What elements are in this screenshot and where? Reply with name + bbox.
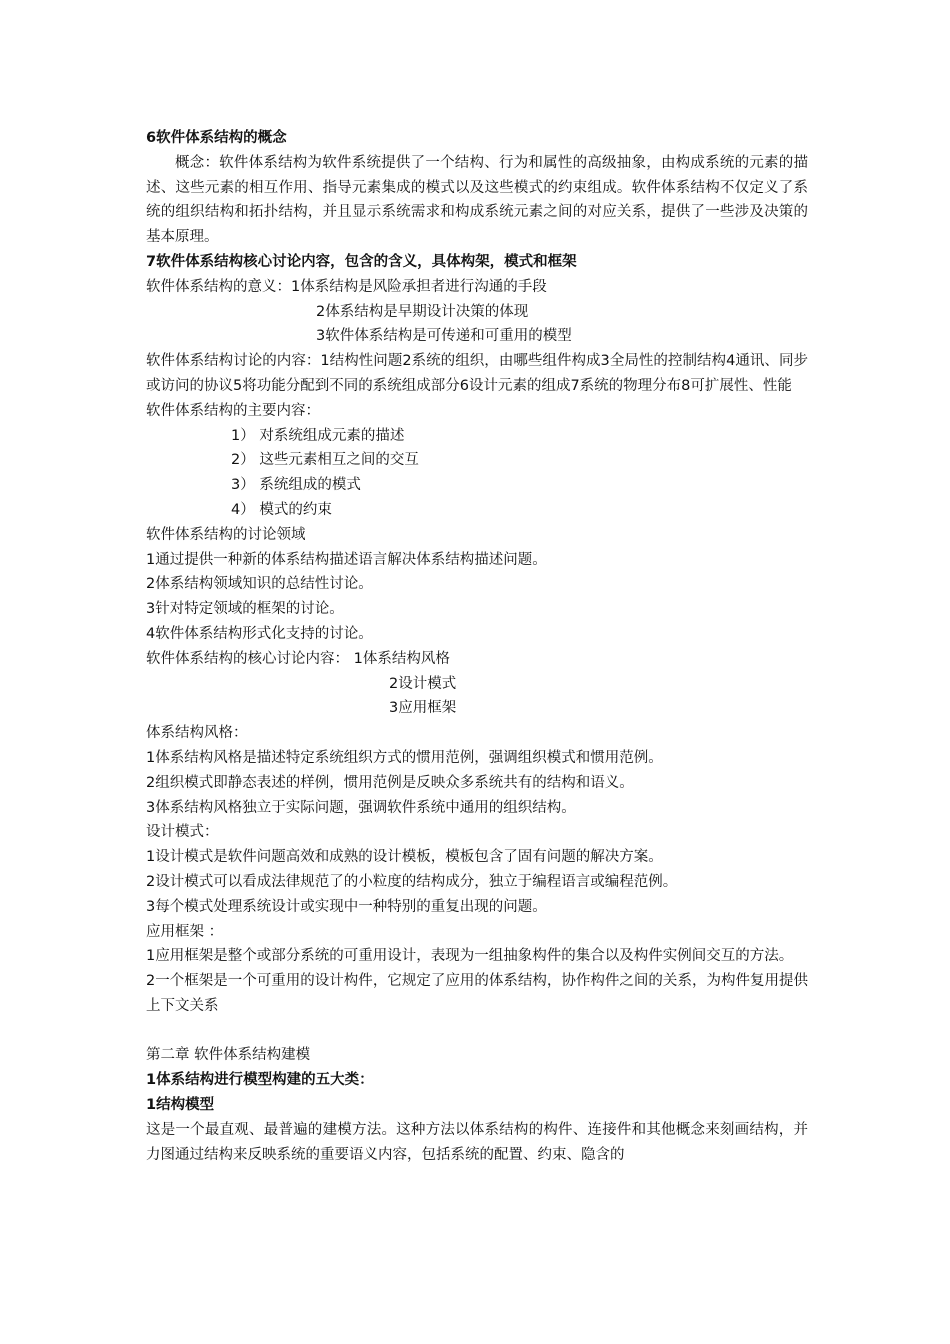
chapter-2-title: 第二章 软件体系结构建模 [146,1047,311,1064]
style-item: 3体系结构风格独立于实际问题，强调软件系统中通用的组织结构。 [146,799,576,816]
style-item: 1体系结构风格是描述特定系统组织方式的惯用范例，强调组织模式和惯用范例。 [146,749,663,766]
document-page [146,126,808,1167]
main-content-item: 2） 这些元素相互之间的交互 [231,452,419,469]
pattern-heading: 设计模式： [146,824,219,841]
style-item: 2组织模式即静态表述的样例，惯用范例是反映众多系统共有的结构和语义。 [146,774,634,791]
main-content-item: 3） 系统组成的模式 [231,477,361,494]
meaning-line-3: 3软件体系结构是可传递和可重用的模型 [316,328,572,345]
main-content-heading: 软件体系结构的主要内容： [146,402,320,419]
main-content-item: 4） 模式的约束 [231,501,332,518]
discussion-domain-item: 4软件体系结构形式化支持的讨论。 [146,625,373,642]
framework-item: 2一个框架是一个可重用的设计构件，它规定了应用的体系结构，协作构件之间的关系，为构件复用提供上下文关系 [146,973,808,1014]
pattern-item: 3每个模式处理系统设计或实现中一种特别的重复出现的问题。 [146,898,547,915]
structure-model-heading: 1结构模型 [146,1097,215,1114]
discussion-domain-heading: 软件体系结构的讨论领域 [146,526,306,543]
main-content-item: 1） 对系统组成元素的描述 [231,427,405,444]
discussion-domain-item: 3针对特定领域的框架的讨论。 [146,601,344,618]
core-content-line-3: 3应用框架 [389,700,457,717]
section-6-title: 6软件体系结构的概念 [146,130,287,146]
discussion-paragraph: 软件体系结构讨论的内容：1结构性问题2系统的组织，由哪些组件构成3全局性的控制结构4通讯、同步或访问的协议5将功能分配到不同的系统组成部分6设计元素的组成7系统的物理分布8可扩展性、性能 [146,353,808,394]
chapter-2-subheading: 1体系结构进行模型构建的五大类： [146,1072,374,1089]
structure-model-paragraph: 这是一个最直观、最普遍的建模方法。这种方法以体系结构的构件、连接件和其他概念来刻画结构，并力图通过结构来反映系统的重要语义内容，包括系统的配置、约束、隐含的 [146,1121,808,1163]
discussion-domain-item: 2体系结构领域知识的总结性讨论。 [146,576,373,593]
blank-line [146,1019,808,1044]
pattern-item: 2设计模式可以看成法律规范了的小粒度的结构成分，独立于编程语言或编程范例。 [146,873,678,890]
style-heading: 体系结构风格： [146,725,248,742]
framework-item: 1应用框架是整个或部分系统的可重用设计，表现为一组抽象构件的集合以及构件实例间交互的方法。 [146,948,794,965]
section-7-title: 7软件体系结构核心讨论内容，包含的含义，具体构架，模式和框架 [146,253,577,270]
section-6-paragraph: 概念：软件体系结构为软件系统提供了一个结构、行为和属性的高级抽象，由构成系统的元素的描述、这些元素的相互作用、指导元素集成的模式以及这些模式的约束组成。软件体系结构不仅定义了系统的组织结构和拓扑结构，并且显示系统需求和构成系统元素之间的对应关系，提供了一些涉及决策的基本原理。 [146,154,808,246]
meaning-line-2: 2体系结构是早期设计决策的体现 [316,303,529,320]
core-content-line-2: 2设计模式 [389,675,457,692]
meaning-line-1: 软件体系结构的意义：1体系结构是风险承担者进行沟通的手段 [146,278,547,295]
pattern-item: 1设计模式是软件问题高效和成熟的设计模板，模板包含了固有问题的解决方案。 [146,849,663,866]
core-content-line-1: 软件体系结构的核心讨论内容： 1体系结构风格 [146,650,450,667]
discussion-domain-item: 1通过提供一种新的体系结构描述语言解决体系结构描述问题。 [146,551,547,568]
framework-heading: 应用框架 ： [146,923,224,940]
